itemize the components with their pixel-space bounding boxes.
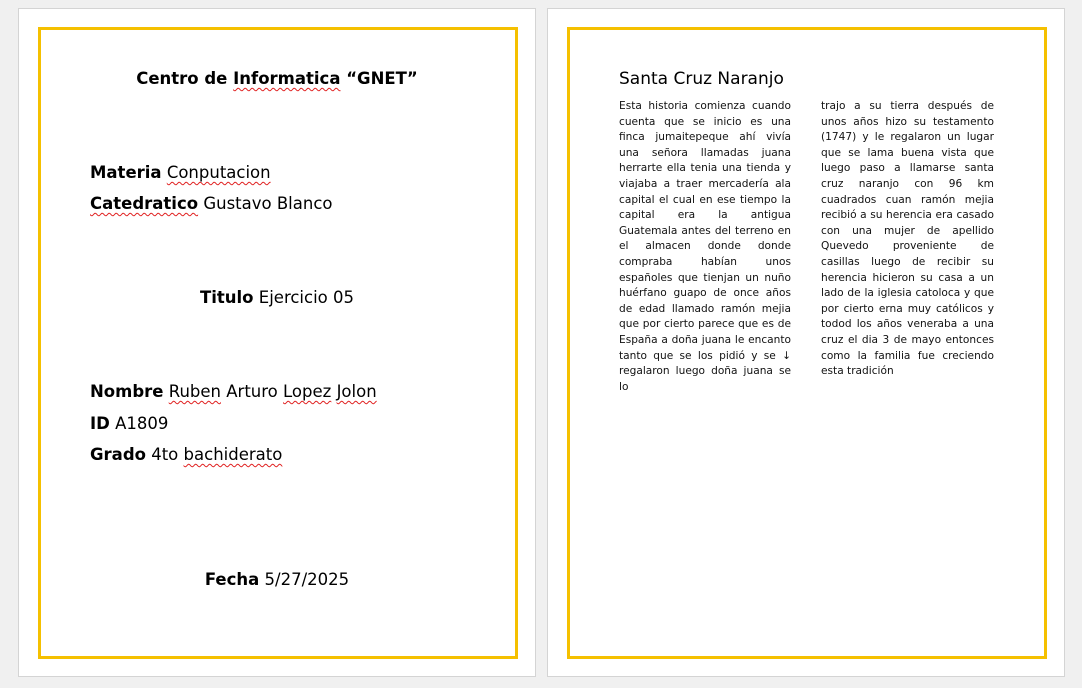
- titulo-value: Ejercicio 05: [258, 288, 355, 307]
- grado-value: bachiderato: [183, 445, 283, 464]
- titulo-line: [19, 288, 535, 307]
- fecha-label: Fecha: [204, 570, 260, 589]
- title-text-end: “GNET”: [340, 69, 418, 88]
- article-column-right: trajo a su tierra después de unos años hizo su testamento (1747) y le regalaron un lugar que se lama buena vista que luego paso a llamarse santa cruz naranjo con 96 km cuadrados cuan ramón mejia recibió a su herencia era casado con una mujer de apellido Quevedo proveniente de casillas luego de recibir su herencia hicieron su casa a un lado de la iglesia catoloca y que por cierto erna muy católicos y todod los años veneraba a una cruz el dia 3 de mayo entonces como la familia fue creciendo esta tradición: [821, 100, 994, 378]
- document-title: [19, 69, 535, 88]
- nombre-second: Arturo: [226, 382, 278, 401]
- cover-page: [18, 8, 536, 677]
- article-heading: Santa Cruz Naranjo: [619, 69, 784, 89]
- materia-label: Materia: [90, 163, 162, 182]
- id-line: [90, 414, 168, 433]
- page-border: [38, 27, 518, 659]
- grado-number: 4to: [151, 445, 179, 464]
- id-value: A1809: [115, 414, 169, 433]
- catedratico-line: [90, 194, 333, 213]
- fecha-value: 5/27/2025: [264, 570, 350, 589]
- grado-label: Grado: [90, 445, 146, 464]
- materia-line: [90, 163, 271, 182]
- nombre-label: Nombre: [90, 382, 164, 401]
- fecha-line: [19, 570, 535, 589]
- titulo-label: Titulo: [199, 288, 254, 307]
- nombre-first: Ruben: [168, 382, 221, 401]
- nombre-fourth: Jolon: [336, 382, 377, 401]
- article-column-left: Esta historia comienza cuando cuenta que se inicio es una finca jumaitepeque ahí vivía una señora llamadas juana herrarte ella tenia una tienda y viajaba a traer mercadería ala capital el cual en ese tiempo la capital era la antigua Guatemala antes del terreno en el almacen donde donde compraba habían unos españoles que tienjan un nuño huérfano guapo de once años de edad llamado ramón mejia que por cierto parece que es de España a doña juana le encanto tanto que se los pidió y se ↓ regalaron luego doña juana se lo: [619, 100, 791, 393]
- nombre-third: Lopez: [283, 382, 332, 401]
- grado-line: [90, 445, 282, 464]
- id-label: ID: [90, 414, 110, 433]
- title-text: Centro de: [136, 69, 234, 88]
- materia-value: Conputacion: [166, 163, 271, 182]
- article-page: [547, 8, 1065, 677]
- nombre-line: [90, 382, 377, 401]
- catedratico-value: Gustavo Blanco: [203, 194, 333, 213]
- catedratico-label: Catedratico: [90, 194, 199, 213]
- title-text-underlined: Informatica: [233, 69, 341, 88]
